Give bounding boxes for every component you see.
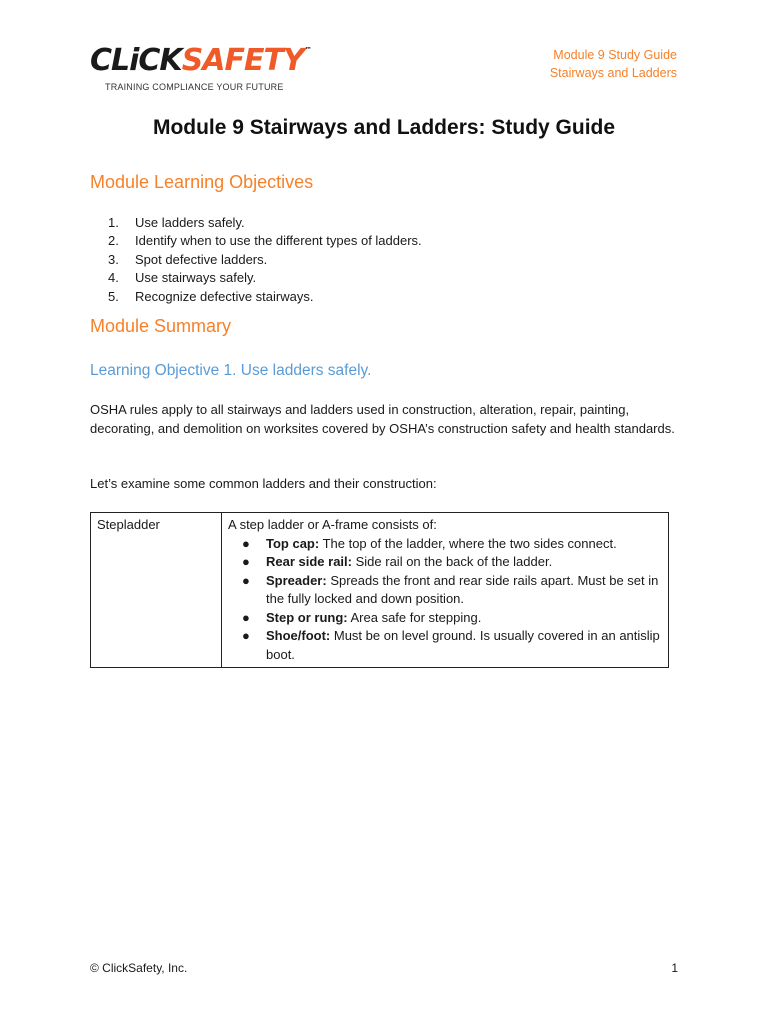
list-item-text: Spot defective ladders. [135,251,268,267]
objectives-heading: Module Learning Objectives [90,172,314,192]
list-item [108,214,422,232]
part-description: Spreads the front and rear side rails apart. Must be set in the fully locked and down position. [266,572,659,606]
part-term: Step or rung: [266,609,348,625]
bullet-icon: ● [242,535,250,551]
list-item [108,232,422,250]
part-text [266,609,662,628]
part-text [266,535,662,554]
list-item-text: Use stairways safely. [135,270,257,286]
bullet-icon: ● [242,628,250,643]
list-item [242,627,662,664]
list-item [242,535,662,554]
list-item-number: 2. [108,233,119,249]
ladder-description-cell [222,513,669,668]
part-term: Spreader: [266,572,327,588]
list-item [108,251,422,269]
running-header [550,46,677,82]
objectives-list [108,214,422,306]
list-item-number: 4. [108,270,119,286]
learning-objective-heading: Learning Objective 1. Use ladders safely. [90,362,372,379]
list-item-text: Recognize defective stairways. [135,288,314,304]
list-item-text: Use ladders safely. [135,215,245,230]
logo-tagline: TRAINING COMPLIANCE YOUR FUTURE [105,82,284,92]
logo-safety-text: SAFETY [181,43,304,78]
list-item [242,609,662,628]
part-term: Shoe/foot: [266,628,331,643]
logo-trademark: ™ [304,46,311,54]
bullet-icon: ● [242,554,250,569]
list-item-text: Identify when to use the different types of ladders. [135,233,422,249]
logo-click-text: CLiCK [90,43,182,78]
document-title: Module 9 Stairways and Ladders: Study Guide [152,116,616,139]
part-term: Rear side rail: [266,554,352,569]
intro-paragraph: OSHA rules apply to all stairways and ladders used in construction, alteration, repair, painting, decorating, and demolition on worksites covered by OSHA’s construction safety and health standards. [90,402,675,436]
logo-wordmark [90,43,311,78]
part-description: Area safe for stepping. [347,609,482,625]
running-header-line-2: Stairways and Ladders [549,66,677,80]
table-row [91,513,669,668]
list-item [242,553,662,572]
list-item [108,269,422,287]
part-term: Top cap: [266,535,320,551]
list-item-number: 5. [108,288,119,304]
part-text [266,627,662,664]
ladder-description-intro: A step ladder or A-frame consists of: [228,517,437,532]
part-description: Side rail on the back of the ladder. [352,554,553,569]
ladder-name-cell: Stepladder [91,513,222,668]
part-description: Must be on level ground. Is usually covered in an antislip boot. [266,628,660,662]
list-item-number: 3. [108,251,119,267]
running-header-line-1: Module 9 Study Guide [553,48,677,62]
list-item [242,572,662,609]
ladder-parts-list [228,535,662,665]
page-number: 1 [671,961,678,975]
part-description: The top of the ladder, where the two sides connect. [319,535,617,551]
footer-copyright: © ClickSafety, Inc. [90,961,188,975]
part-text [266,572,662,609]
part-text [266,553,662,572]
summary-heading: Module Summary [90,316,232,336]
bullet-icon: ● [242,609,250,625]
bullet-icon: ● [242,572,250,588]
ladder-types-table [90,512,669,668]
list-item-number: 1. [108,215,119,230]
ladders-lead-paragraph: Let’s examine some common ladders and their construction: [90,476,437,491]
list-item [108,288,422,306]
clicksafety-logo [90,43,311,96]
